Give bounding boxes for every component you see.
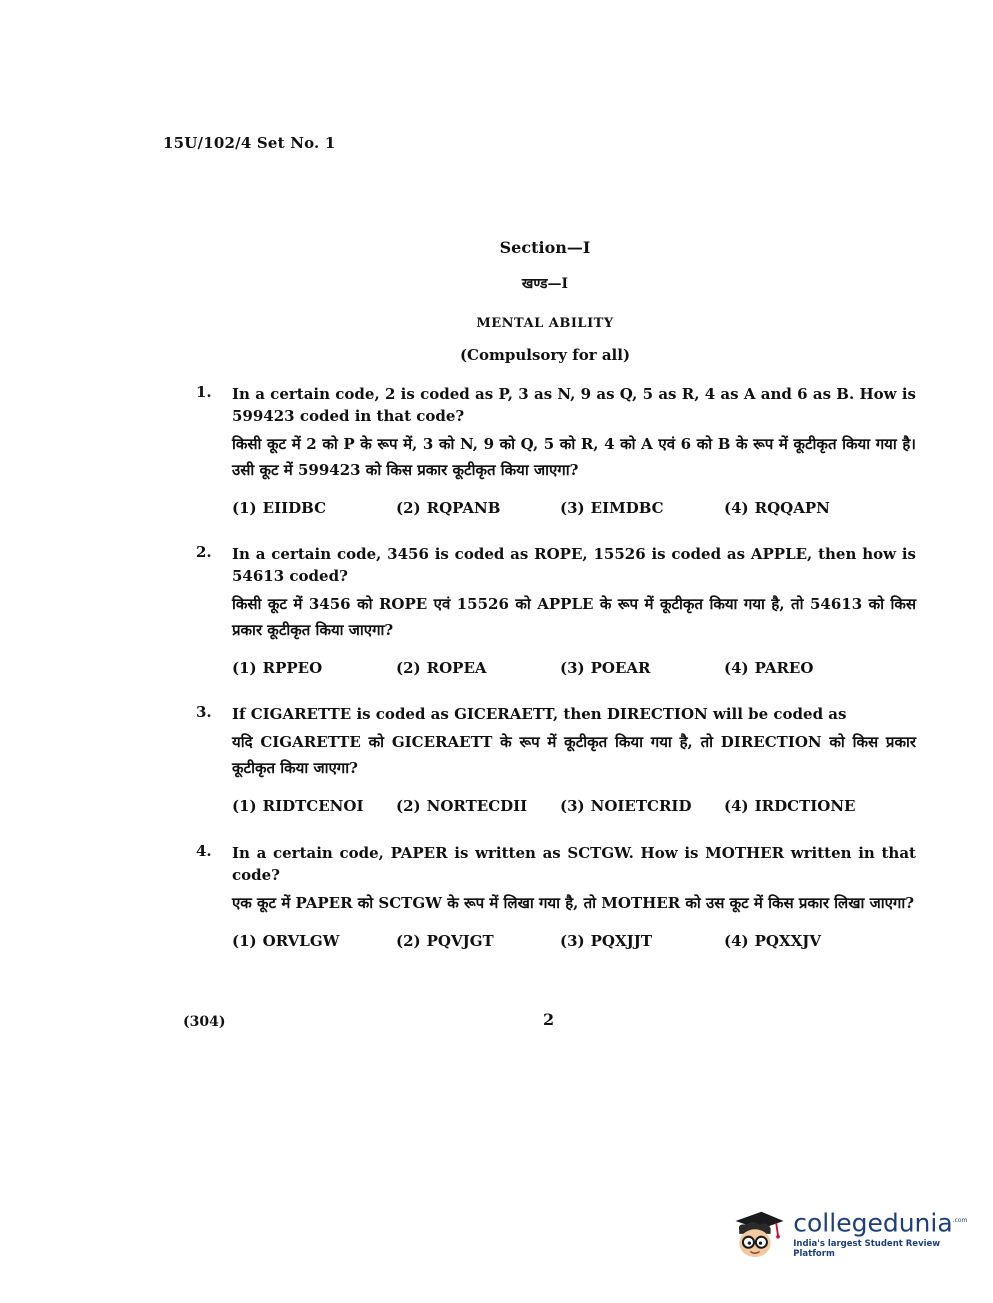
option-4: (4) PQXXJV	[724, 932, 821, 950]
question-2	[196, 543, 916, 679]
question-text-english: In a certain code, PAPER is written as SCTGW. How is MOTHER written in that code?	[232, 844, 916, 884]
question-1	[196, 383, 916, 519]
option-1: (1) RIDTCENOI	[232, 797, 364, 815]
option-3: (3) EIMDBC	[560, 499, 664, 517]
option-3: (3) PQXJJT	[560, 932, 652, 950]
option-4: (4) IRDCTIONE	[724, 797, 856, 815]
section-title-hindi: खण्ड—I	[521, 276, 569, 292]
question-number: 2.	[196, 543, 212, 561]
question-text-hindi: किसी कूट में 2 को P के रूप में, 3 को N, 9 को Q, 5 को R, 4 को A एवं 6 को B के रूप में कूटीकृत किया गया है। उसी कूट में 599423 को किस प्रकार कूटीकृत किया जाएगा?	[232, 435, 916, 479]
option-4: (4) PAREO	[724, 659, 814, 677]
options-list	[232, 930, 916, 952]
question-3	[196, 703, 916, 817]
subject-title: MENTAL ABILITY	[476, 316, 614, 331]
question-number: 3.	[196, 703, 212, 721]
option-3: (3) NOIETCRID	[560, 797, 692, 815]
paper-code: 15U/102/4 Set No. 1	[163, 134, 336, 152]
options-list	[232, 795, 916, 817]
question-number: 1.	[196, 383, 212, 401]
brand-dotcom: .com	[952, 1216, 968, 1224]
options-list	[232, 657, 916, 679]
option-4: (4) RQQAPN	[724, 499, 830, 517]
graduate-mascot-icon	[730, 1202, 787, 1264]
booklet-code: (304)	[183, 1014, 226, 1030]
question-text-english: In a certain code, 3456 is coded as ROPE, 15526 is coded as APPLE, then how is 54613 coded?	[232, 545, 916, 585]
question-text-english: In a certain code, 2 is coded as P, 3 as N, 9 as Q, 5 as R, 4 as A and 6 as B. How is 599423 coded in that code?	[232, 385, 916, 425]
option-3: (3) POEAR	[560, 659, 651, 677]
question-text-english: If CIGARETTE is coded as GICERAETT, then DIRECTION will be coded as	[232, 705, 847, 723]
collegedunia-watermark	[730, 1198, 970, 1268]
section-note: (Compulsory for all)	[459, 346, 631, 364]
option-1: (1) RPPEO	[232, 659, 323, 677]
option-1: (1) EIIDBC	[232, 499, 327, 517]
section-title-english: Section—I	[499, 238, 591, 257]
brand-tagline: India's largest Student Review Platform	[793, 1239, 941, 1260]
page-number: 2	[543, 1010, 555, 1029]
option-2: (2) PQVJGT	[396, 932, 494, 950]
question-text-hindi: किसी कूट में 3456 को ROPE एवं 15526 को APPLE के रूप में कूटीकृत किया गया है, तो 54613 को किस प्रकार कूटीकृत किया जाएगा?	[232, 595, 916, 639]
question-text-hindi: यदि CIGARETTE को GICERAETT के रूप में कूटीकृत किया गया है, तो DIRECTION को किस प्रकार कूटीकृत किया जाएगा?	[232, 733, 916, 777]
option-2: (2) ROPEA	[396, 659, 487, 677]
question-number: 4.	[196, 842, 212, 860]
options-list	[232, 497, 916, 519]
question-text-hindi: एक कूट में PAPER को SCTGW के रूप में लिखा गया है, तो MOTHER को उस कूट में किस प्रकार लिखा जाएगा?	[232, 894, 915, 912]
option-1: (1) ORVLGW	[232, 932, 340, 950]
brand-name: collegedunia$^{.com}$	[793, 1208, 968, 1238]
option-2: (2) RQPANB	[396, 499, 501, 517]
question-4	[196, 842, 916, 952]
option-2: (2) NORTECDII	[396, 797, 528, 815]
